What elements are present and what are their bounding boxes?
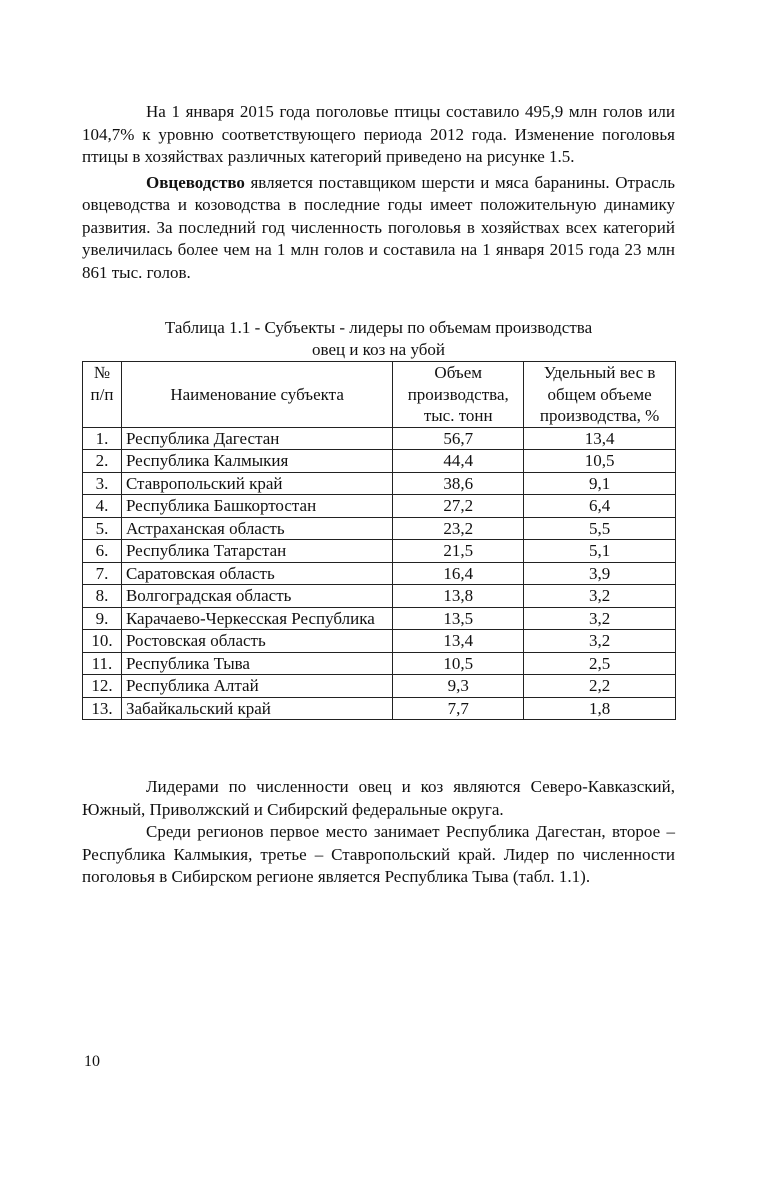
table-caption-line1: Таблица 1.1 - Субъекты - лидеры по объемам производства bbox=[164, 318, 593, 337]
row-name: Саратовская область bbox=[121, 562, 392, 585]
row-volume: 21,5 bbox=[393, 540, 524, 563]
row-num: 12. bbox=[83, 675, 122, 698]
row-name: Забайкальский край bbox=[121, 697, 392, 720]
row-volume: 13,5 bbox=[393, 607, 524, 630]
row-volume: 44,4 bbox=[393, 450, 524, 473]
row-num: 13. bbox=[83, 697, 122, 720]
header-share: Удельный вес в общем объеме производства, % bbox=[524, 362, 676, 428]
row-num: 10. bbox=[83, 630, 122, 653]
row-num: 4. bbox=[83, 495, 122, 518]
table-row bbox=[83, 697, 676, 720]
row-num: 6. bbox=[83, 540, 122, 563]
table-row bbox=[83, 630, 676, 653]
row-volume: 27,2 bbox=[393, 495, 524, 518]
table-row bbox=[83, 540, 676, 563]
table-row bbox=[83, 450, 676, 473]
row-name: Республика Тыва bbox=[121, 652, 392, 675]
row-volume: 7,7 bbox=[393, 697, 524, 720]
row-name: Республика Калмыкия bbox=[121, 450, 392, 473]
bottom-text bbox=[82, 776, 675, 889]
row-share: 6,4 bbox=[524, 495, 676, 518]
table-row bbox=[83, 675, 676, 698]
row-num: 9. bbox=[83, 607, 122, 630]
term-sheep-breeding: Овцеводство bbox=[146, 172, 245, 192]
row-share: 1,8 bbox=[524, 697, 676, 720]
row-num: 3. bbox=[83, 472, 122, 495]
row-num: 11. bbox=[83, 652, 122, 675]
table-row bbox=[83, 652, 676, 675]
table-row bbox=[83, 585, 676, 608]
row-share: 2,5 bbox=[524, 652, 676, 675]
leaders-table bbox=[82, 361, 676, 720]
row-share: 10,5 bbox=[524, 450, 676, 473]
row-share: 5,1 bbox=[524, 540, 676, 563]
page-number: 10 bbox=[84, 1053, 100, 1070]
row-name: Карачаево-Черкесская Республика bbox=[121, 607, 392, 630]
row-share: 13,4 bbox=[524, 427, 676, 450]
row-name: Республика Татарстан bbox=[121, 540, 392, 563]
row-share: 5,5 bbox=[524, 517, 676, 540]
row-share: 2,2 bbox=[524, 675, 676, 698]
header-volume: Объем производства, тыс. тонн bbox=[393, 362, 524, 428]
row-num: 1. bbox=[83, 427, 122, 450]
table-row bbox=[83, 562, 676, 585]
row-num: 5. bbox=[83, 517, 122, 540]
row-name: Ростовская область bbox=[121, 630, 392, 653]
row-volume: 16,4 bbox=[393, 562, 524, 585]
row-name: Республика Дагестан bbox=[121, 427, 392, 450]
row-volume: 10,5 bbox=[393, 652, 524, 675]
row-num: 7. bbox=[83, 562, 122, 585]
row-num: 2. bbox=[83, 450, 122, 473]
row-name: Республика Башкортостан bbox=[121, 495, 392, 518]
paragraph-regions: Среди регионов первое место занимает Республика Дагестан, второе – Республика Калмыкия, третье – Ставропольский край. Лидер по численности поголовья в Сибирском регионе является Республика Тыва (табл. 1.1). bbox=[82, 822, 675, 886]
row-volume: 38,6 bbox=[393, 472, 524, 495]
paragraph-sheep bbox=[82, 172, 675, 285]
paragraph-sheep-text: является поставщиком шерсти и мяса баранины. Отрасль овцеводства и козоводства в последние годы имеет положительную динамику развития. За последний год численность поголовья в хозяйствах всех категорий увеличилась более чем на 1 млн голов и составила на 1 января 2015 года 23 млн 861 тыс. голов. bbox=[82, 172, 675, 282]
row-name: Ставропольский край bbox=[121, 472, 392, 495]
header-name: Наименование субъекта bbox=[121, 362, 392, 428]
page-content bbox=[82, 101, 675, 889]
row-share: 9,1 bbox=[524, 472, 676, 495]
row-share: 3,2 bbox=[524, 630, 676, 653]
row-volume: 13,4 bbox=[393, 630, 524, 653]
paragraph-leaders: Лидерами по численности овец и коз являются Северо-Кавказский, Южный, Приволжский и Сибирский федеральные округа. bbox=[82, 777, 675, 819]
row-volume: 13,8 bbox=[393, 585, 524, 608]
table-caption bbox=[82, 317, 675, 361]
table-row bbox=[83, 517, 676, 540]
table-body bbox=[83, 427, 676, 720]
row-volume: 9,3 bbox=[393, 675, 524, 698]
row-name: Волгоградская область bbox=[121, 585, 392, 608]
row-volume: 56,7 bbox=[393, 427, 524, 450]
row-volume: 23,2 bbox=[393, 517, 524, 540]
table-row bbox=[83, 607, 676, 630]
row-name: Республика Алтай bbox=[121, 675, 392, 698]
row-share: 3,2 bbox=[524, 585, 676, 608]
row-share: 3,2 bbox=[524, 607, 676, 630]
row-num: 8. bbox=[83, 585, 122, 608]
row-share: 3,9 bbox=[524, 562, 676, 585]
table-row bbox=[83, 472, 676, 495]
paragraph-poultry: На 1 января 2015 года поголовье птицы составило 495,9 млн голов или 104,7% к уровню соответствующего периода 2012 года. Изменение поголовья птицы в хозяйствах различных категорий приведено на рисунке 1.5. bbox=[82, 102, 675, 166]
header-num: № п/п bbox=[83, 362, 122, 428]
table-row bbox=[83, 495, 676, 518]
table-header-row bbox=[83, 362, 676, 428]
table-caption-line2: овец и коз на убой bbox=[312, 340, 445, 359]
table-row bbox=[83, 427, 676, 450]
row-name: Астраханская область bbox=[121, 517, 392, 540]
